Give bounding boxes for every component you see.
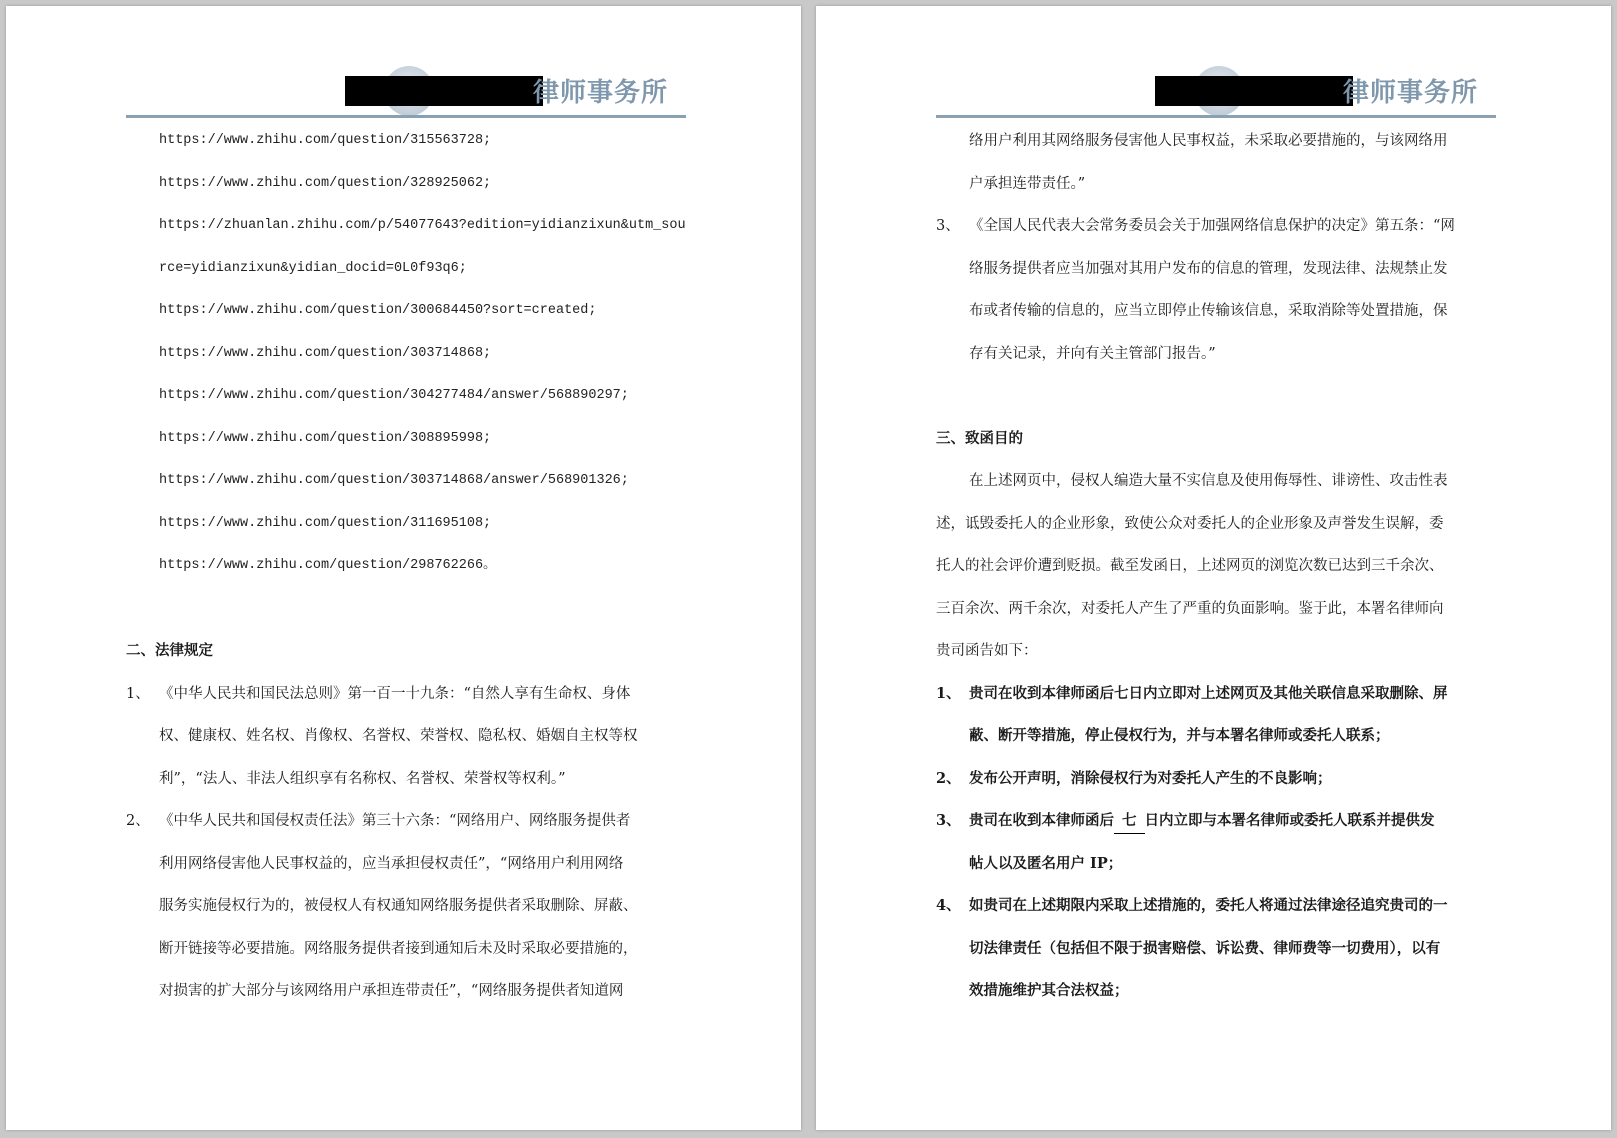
item-number: 2、 [126, 813, 150, 829]
item-text: 贵司在收到本律师函后七日内立即对上述网页及其他关联信息采取删除、屏 [969, 684, 1448, 702]
firm-name: 律师事务所 [1342, 78, 1478, 108]
item-number: 3、 [936, 218, 960, 234]
item-number: 2、 [936, 769, 961, 787]
days-blank: 七 [1114, 809, 1145, 834]
item-number: 3、 [936, 812, 961, 829]
url-line[interactable]: rce=yidianzixun&yidian_docid=0L0f93q6; [159, 260, 467, 276]
document-page-left [6, 6, 801, 1130]
paragraph-line: 三百余次、两千余次，对委托人产生了严重的负面影响。鉴于此，本署名律师向 [936, 600, 1444, 617]
url-line[interactable]: https://www.zhihu.com/question/311695108; [159, 515, 492, 531]
page-body [936, 120, 1496, 1013]
redacted-firm-name [1155, 76, 1353, 106]
url-line[interactable]: https://www.zhihu.com/question/308895998; [159, 430, 492, 446]
item-text: 蔽、断开等措施，停止侵权行为，并与本署名律师或委托人联系； [969, 727, 1390, 744]
firm-name: 律师事务所 [532, 78, 668, 108]
paragraph-line: 贵司函告如下： [936, 643, 1038, 659]
item-text: 切法律责任（包括但不限于损害赔偿、诉讼费、律师费等一切费用），以有 [969, 939, 1441, 957]
item-text: 《中华人民共和国侵权责任法》第三十六条：“网络用户、网络服务提供者 [159, 813, 631, 829]
item-text: 对损害的扩大部分与该网络用户承担连带责任”，“网络服务提供者知道网 [159, 983, 624, 999]
item-text: 络服务提供者应当加强对其用户发布的信息的管理，发现法律、法规禁止发 [969, 260, 1448, 277]
item-text: 发布公开声明，消除侵权行为对委托人产生的不良影响； [969, 769, 1332, 787]
demand-item [936, 885, 1496, 928]
letterhead [126, 62, 686, 118]
url-line[interactable]: https://zhuanlan.zhihu.com/p/54077643?edition=yidianzixun&utm_sou [159, 218, 686, 233]
item-number: 4、 [936, 897, 961, 914]
list-item [126, 800, 686, 843]
item-text: 《全国人民代表大会常务委员会关于加强网络信息保护的决定》第五条：“网 [969, 218, 1455, 234]
item-text: 利用网络侵害他人民事权益的，应当承担侵权责任”，“网络用户利用网络 [159, 855, 624, 872]
item-text: 如贵司在上述期限内采取上述措施的，委托人将通过法律途径追究贵司的一 [969, 897, 1448, 914]
item-text: 络用户利用其网络服务侵害他人民事权益，未采取必要措施的，与该网络用 [969, 133, 1448, 149]
list-item [936, 205, 1496, 248]
item-number: 1、 [126, 685, 150, 702]
item-text: 权、健康权、姓名权、肖像权、名誉权、荣誉权、隐私权、婚姻自主权等权 [159, 728, 638, 744]
item-text: 效措施维护其合法权益； [969, 982, 1129, 999]
item-text: 断开链接等必要措施。网络服务提供者接到通知后未及时采取必要措施的， [159, 940, 638, 957]
section-heading: 三、致函目的 [936, 429, 1023, 447]
url-line[interactable]: https://www.zhihu.com/question/303714868; [159, 345, 492, 361]
header-rule [126, 115, 686, 118]
page-body [126, 120, 686, 1013]
url-line[interactable]: https://www.zhihu.com/question/315563728; [159, 133, 492, 148]
item-text: 存有关记录，并向有关主管部门报告。” [969, 345, 1216, 362]
redacted-firm-name [345, 76, 543, 106]
url-line[interactable]: https://www.zhihu.com/question/328925062; [159, 175, 492, 191]
url-line[interactable]: https://www.zhihu.com/question/298762266。 [159, 558, 497, 573]
demand-item [936, 673, 1496, 716]
header-rule [936, 115, 1496, 118]
paragraph-line: 托人的社会评价遭到贬损。截至发函日，上述网页的浏览次数已达到三千余次、 [936, 558, 1444, 574]
section-heading: 二、法律规定 [126, 642, 213, 659]
list-item [126, 673, 686, 716]
item-number: 1、 [936, 684, 961, 702]
item-text: 《中华人民共和国民法总则》第一百一十九条：“自然人享有生命权、身体 [159, 685, 631, 702]
item-text: 利”，“法人、非法人组织享有名称权、名誉权、荣誉权等权利。” [159, 770, 566, 787]
paragraph-line: 在上述网页中，侵权人编造大量不实信息及使用侮辱性、诽谤性、攻击性表 [969, 473, 1448, 489]
document-page-right [816, 6, 1611, 1130]
paragraph-line: 述，诋毁委托人的企业形象，致使公众对委托人的企业形象及声誉发生误解，委 [936, 515, 1444, 532]
item-text: 帖人以及匿名用户 IP； [969, 854, 1123, 872]
item-text: 服务实施侵权行为的，被侵权人有权通知网络服务提供者采取删除、屏蔽、 [159, 898, 638, 914]
item-text: 日内立即与本署名律师或委托人联系并提供发 [1144, 812, 1435, 829]
letterhead [936, 62, 1496, 118]
url-line[interactable]: https://www.zhihu.com/question/303714868/answer/568901326; [159, 473, 629, 488]
demand-item [936, 758, 1496, 801]
item-text: 贵司在收到本律师函后 [969, 812, 1114, 829]
url-line[interactable]: https://www.zhihu.com/question/304277484/answer/568890297; [159, 388, 629, 403]
item-text: 户承担连带责任。” [969, 175, 1086, 192]
url-line[interactable]: https://www.zhihu.com/question/300684450?sort=created; [159, 303, 597, 318]
demand-item [936, 800, 1496, 843]
item-text: 布或者传输的信息的，应当立即停止传输该信息，采取消除等处置措施，保 [969, 303, 1448, 319]
